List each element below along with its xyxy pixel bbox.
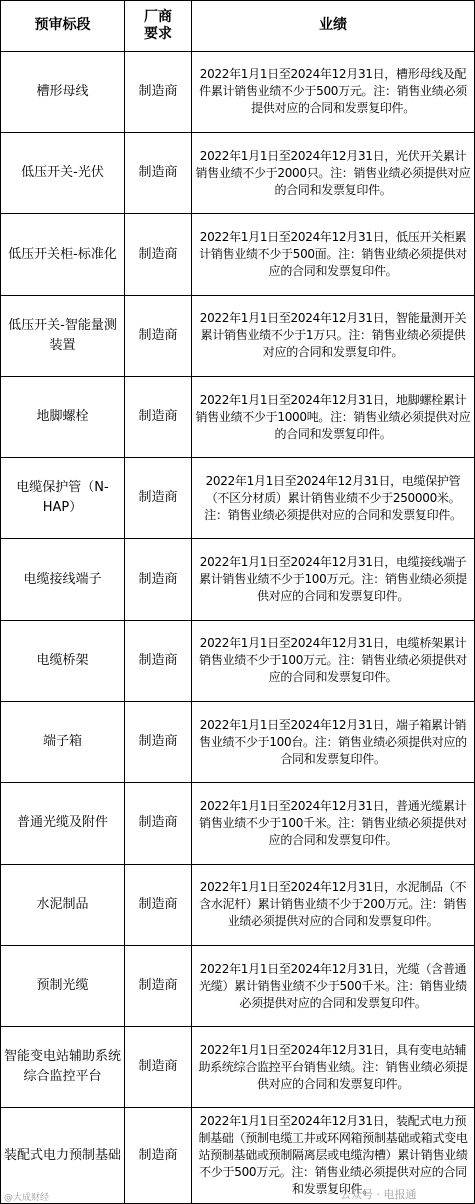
row-performance-requirement: 2022年1月1日至2024年12月31日，槽形母线及配件累计销售业绩不少于500万元。注：销售业绩必须提供对应的合同和发票复印件。 bbox=[192, 51, 475, 132]
row-performance-requirement: 2022年1月1日至2024年12月31日，光伏开关累计销售业绩不少于2000只。注：销售业绩必须提供对应的合同和发票复印件。 bbox=[192, 133, 475, 214]
header-manufacturer: 厂商 要求 bbox=[125, 1, 192, 52]
row-performance-requirement: 2022年1月1日至2024年12月31日，装配式电力预制基础（预制电缆工井或环网箱预制基础或箱式变电站预制基础或预制隔离层或电缆沟槽）累计销售业绩不少于500万元。注：销售业绩必须提供对应的合同和发票复印件。 bbox=[192, 1108, 475, 1204]
row-item-name: 低压开关-智能量测装置 bbox=[1, 295, 125, 376]
table-row bbox=[1, 945, 475, 1026]
row-item-name: 装配式电力预制基础 bbox=[1, 1108, 125, 1204]
table-row bbox=[1, 864, 475, 945]
row-item-name: 低压开关柜-标准化 bbox=[1, 214, 125, 295]
row-performance-requirement: 2022年1月1日至2024年12月31日，地脚螺栓累计销售业绩不少于1000吨。注：销售业绩必须提供对应的合同和发票复印件。 bbox=[192, 376, 475, 457]
row-performance-requirement: 2022年1月1日至2024年12月31日，电缆桥架累计销售业绩不少于100万元。注：销售业绩必须提供对应的合同和发票复印件。 bbox=[192, 620, 475, 701]
row-item-name: 电缆接线端子 bbox=[1, 539, 125, 620]
table-row bbox=[1, 458, 475, 539]
row-manufacturer-requirement: 制造商 bbox=[125, 376, 192, 457]
table-header-row bbox=[1, 1, 475, 52]
row-manufacturer-requirement: 制造商 bbox=[125, 620, 192, 701]
table-row bbox=[1, 620, 475, 701]
row-manufacturer-requirement: 制造商 bbox=[125, 295, 192, 376]
row-performance-requirement: 2022年1月1日至2024年12月31日，电缆接线端子累计销售业绩不少于100万元。注：销售业绩必须提供对应的合同和发票复印件。 bbox=[192, 539, 475, 620]
row-manufacturer-requirement: 制造商 bbox=[125, 945, 192, 1026]
table-row bbox=[1, 783, 475, 864]
header-performance: 业绩 bbox=[192, 1, 475, 52]
row-performance-requirement: 2022年1月1日至2024年12月31日，智能量测开关累计销售业绩不少于1万只。注：销售业绩必须提供对应的合同和发票复印件。 bbox=[192, 295, 475, 376]
table-row bbox=[1, 51, 475, 132]
table-row bbox=[1, 295, 475, 376]
row-manufacturer-requirement: 制造商 bbox=[125, 214, 192, 295]
watermark-left: @大成财经 bbox=[4, 1193, 50, 1203]
row-manufacturer-requirement: 制造商 bbox=[125, 539, 192, 620]
row-performance-requirement: 2022年1月1日至2024年12月31日，光缆（含普通光缆）累计销售业绩不少于500千米。注：销售业绩必须提供对应的合同和发票复印件。 bbox=[192, 945, 475, 1026]
table-row bbox=[1, 1027, 475, 1108]
table-row bbox=[1, 133, 475, 214]
row-item-name: 水泥制品 bbox=[1, 864, 125, 945]
row-manufacturer-requirement: 制造商 bbox=[125, 1108, 192, 1204]
table-row bbox=[1, 214, 475, 295]
row-item-name: 预制光缆 bbox=[1, 945, 125, 1026]
row-performance-requirement: 2022年1月1日至2024年12月31日，普通光缆累计销售业绩不少于100千米。注：销售业绩必须提供对应的合同和发票复印件。 bbox=[192, 783, 475, 864]
table-row bbox=[1, 539, 475, 620]
row-item-name: 槽形母线 bbox=[1, 51, 125, 132]
table-row bbox=[1, 376, 475, 457]
row-manufacturer-requirement: 制造商 bbox=[125, 864, 192, 945]
header-item: 预审标段 bbox=[1, 1, 125, 52]
row-item-name: 端子箱 bbox=[1, 702, 125, 783]
row-performance-requirement: 2022年1月1日至2024年12月31日，低压开关柜累计销售业绩不少于500面。注：销售业绩必须提供对应的合同和发票复印件。 bbox=[192, 214, 475, 295]
row-item-name: 低压开关-光伏 bbox=[1, 133, 125, 214]
row-item-name: 智能变电站辅助系统综合监控平台 bbox=[1, 1027, 125, 1108]
row-manufacturer-requirement: 制造商 bbox=[125, 783, 192, 864]
row-performance-requirement: 2022年1月1日至2024年12月31日，具有变电站辅助系统综合监控平台销售业绩。注：销售业绩必须提供对应的合同和发票复印件。 bbox=[192, 1027, 475, 1108]
table-row bbox=[1, 702, 475, 783]
watermark-right: 公众号 · 电报通 bbox=[340, 1188, 417, 1201]
row-manufacturer-requirement: 制造商 bbox=[125, 458, 192, 539]
row-item-name: 地脚螺栓 bbox=[1, 376, 125, 457]
row-manufacturer-requirement: 制造商 bbox=[125, 133, 192, 214]
row-item-name: 电缆桥架 bbox=[1, 620, 125, 701]
row-performance-requirement: 2022年1月1日至2024年12月31日，电缆保护管（不区分材质）累计销售业绩不少于250000米。注：销售业绩必须提供对应的合同和发票复印件。 bbox=[192, 458, 475, 539]
row-performance-requirement: 2022年1月1日至2024年12月31日，水泥制品（不含水泥杆）累计销售业绩不少于200万元。注：销售业绩必须提供对应的合同和发票复印件。 bbox=[192, 864, 475, 945]
row-manufacturer-requirement: 制造商 bbox=[125, 51, 192, 132]
row-item-name: 电缆保护管（N-HAP） bbox=[1, 458, 125, 539]
row-manufacturer-requirement: 制造商 bbox=[125, 1027, 192, 1108]
row-performance-requirement: 2022年1月1日至2024年12月31日，端子箱累计销售业绩不少于100台。注：销售业绩必须提供对应的合同和发票复印件。 bbox=[192, 702, 475, 783]
row-manufacturer-requirement: 制造商 bbox=[125, 702, 192, 783]
row-item-name: 普通光缆及附件 bbox=[1, 783, 125, 864]
